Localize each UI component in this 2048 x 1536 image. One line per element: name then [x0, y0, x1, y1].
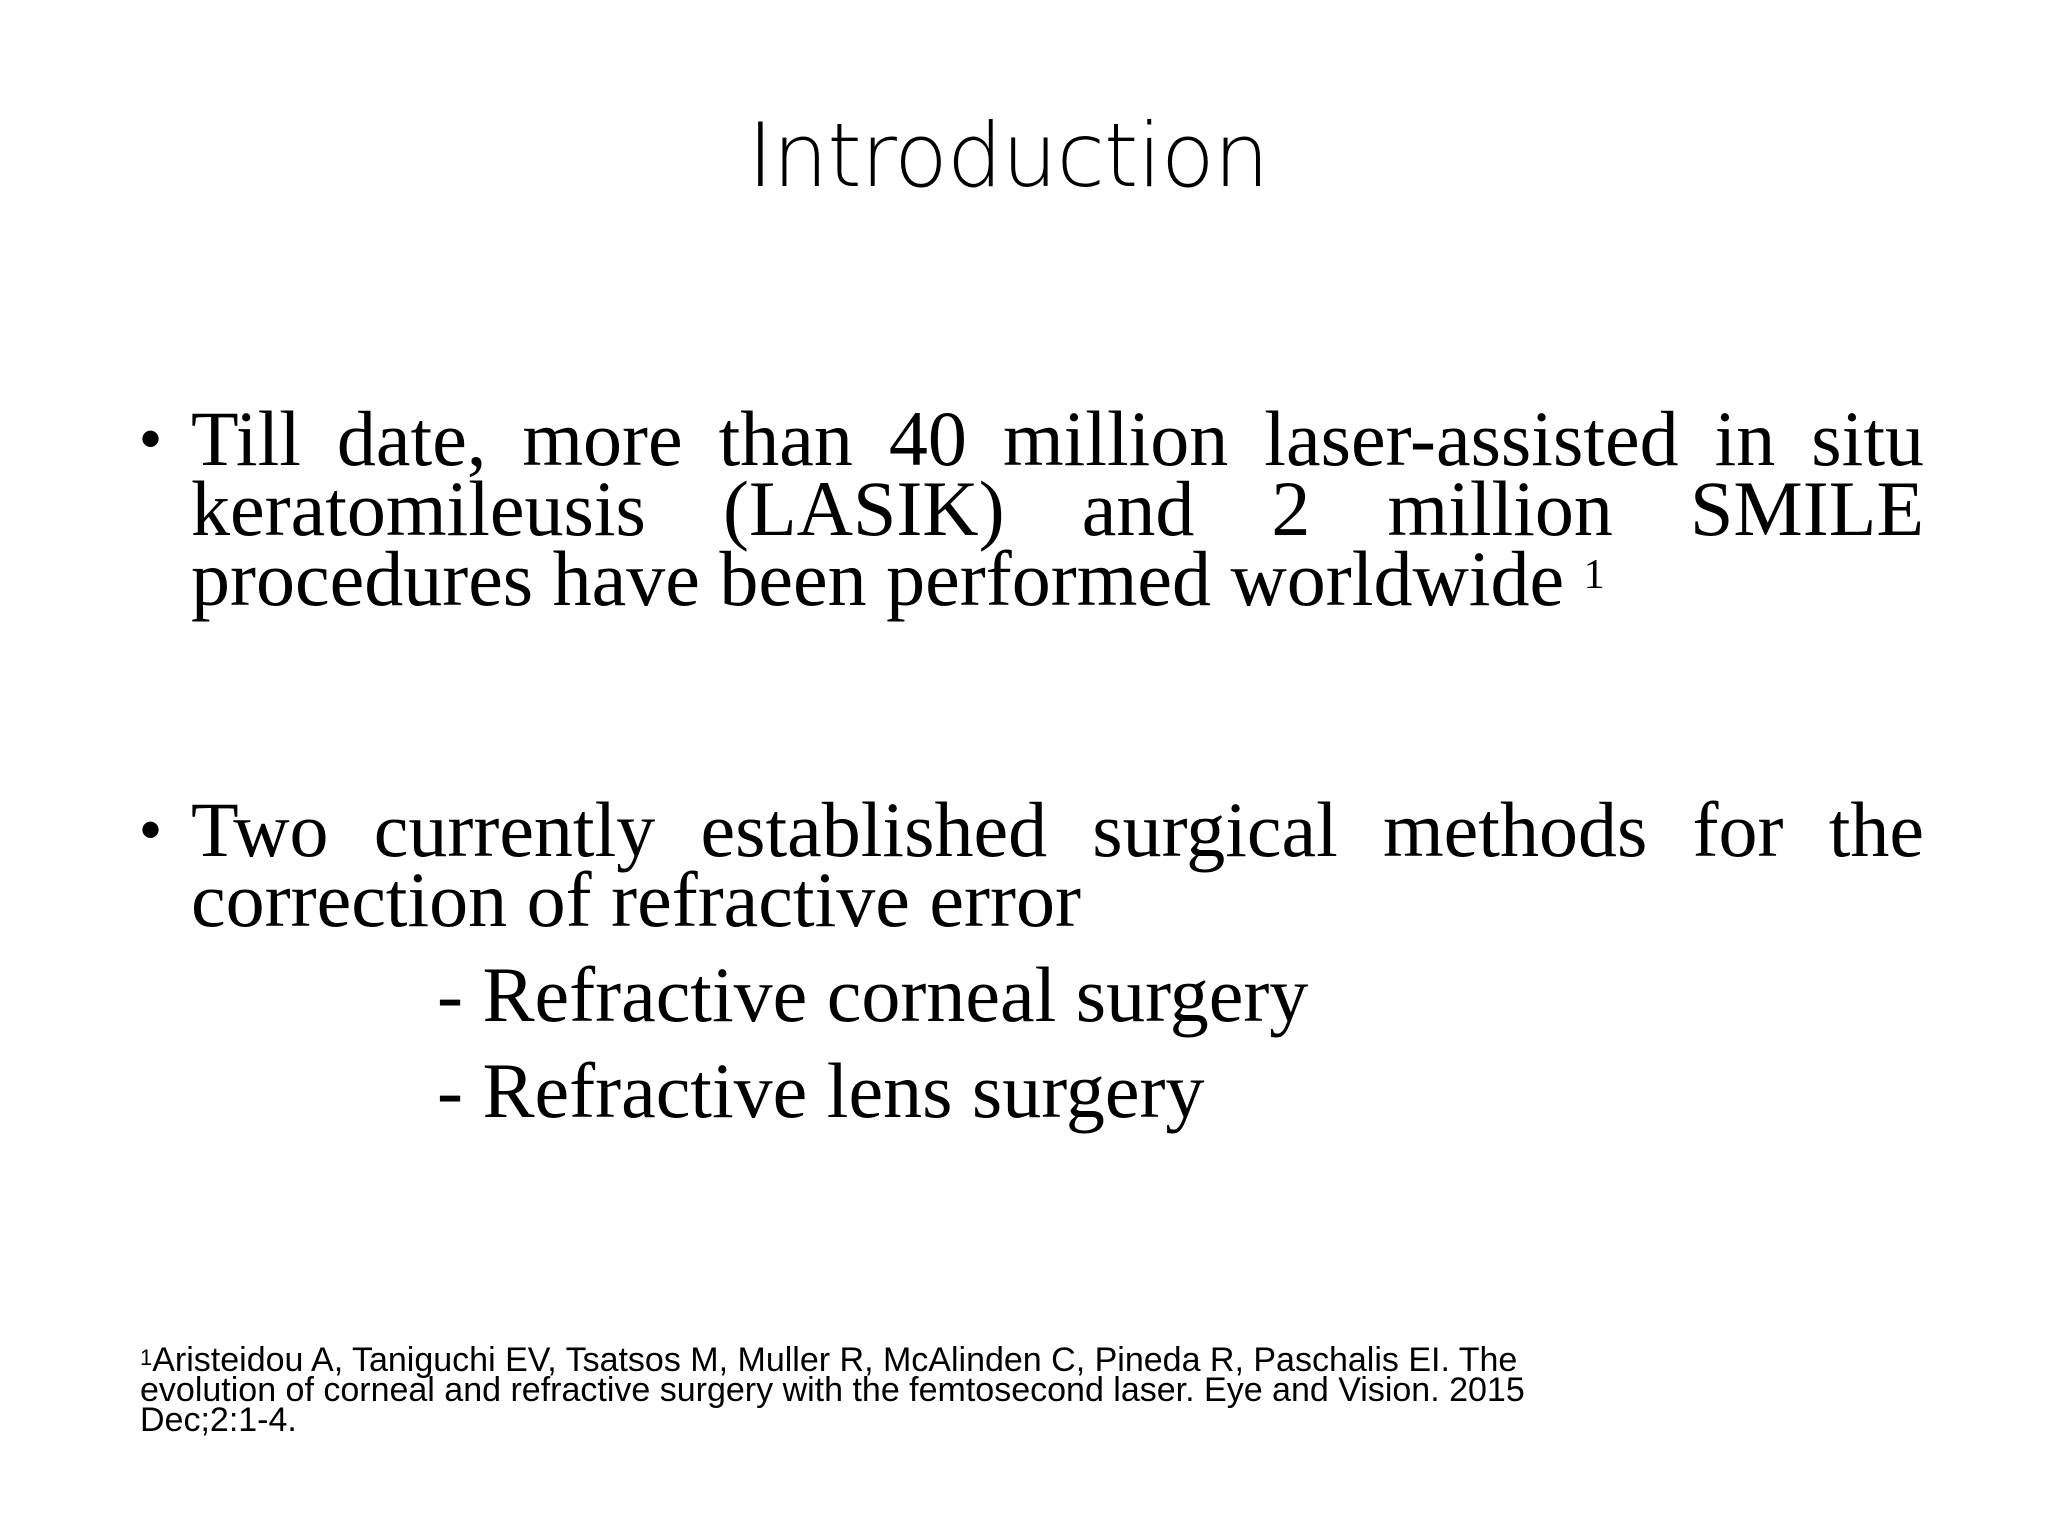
bullet-line: keratomileusis (LASIK) and 2 million SMILE	[191, 465, 1924, 552]
bullet-point-icon: •	[140, 405, 162, 472]
sub-item-lens-surgery: - Refractive lens surgery	[437, 1047, 1205, 1134]
bullet-line: Two currently established surgical methods for the	[191, 786, 1924, 873]
bullet-lasik-procedures	[140, 395, 1924, 622]
bullet-text	[191, 395, 1924, 622]
citation-superscript: 1	[1583, 552, 1605, 598]
bullet-line: Till date, more than 40 million laser-assisted in situ	[191, 395, 1924, 482]
bullet-point-icon: •	[140, 796, 162, 863]
bullet-text	[191, 786, 1924, 943]
bullet-line	[191, 535, 1924, 622]
footnote-line: evolution of corneal and refractive surgery with the femtosecond laser. Eye and Vision. 2015	[140, 1371, 1525, 1409]
footnote-reference	[140, 1341, 1780, 1439]
sub-item-corneal-surgery: - Refractive corneal surgery	[437, 951, 1309, 1038]
footnote-marker: 1	[140, 1345, 153, 1370]
footnote-line: Dec;2:1-4.	[140, 1401, 297, 1439]
slide-title: Introduction	[747, 104, 1269, 207]
bullet-line: correction of refractive error	[191, 856, 1081, 943]
bullet-line-text: procedures have been performed worldwide	[191, 535, 1565, 622]
bullet-surgical-methods	[140, 786, 1924, 943]
footnote-line: Aristeidou A, Taniguchi EV, Tsatsos M, Muller R, McAlinden C, Pineda R, Paschalis EI. The	[152, 1341, 1518, 1379]
